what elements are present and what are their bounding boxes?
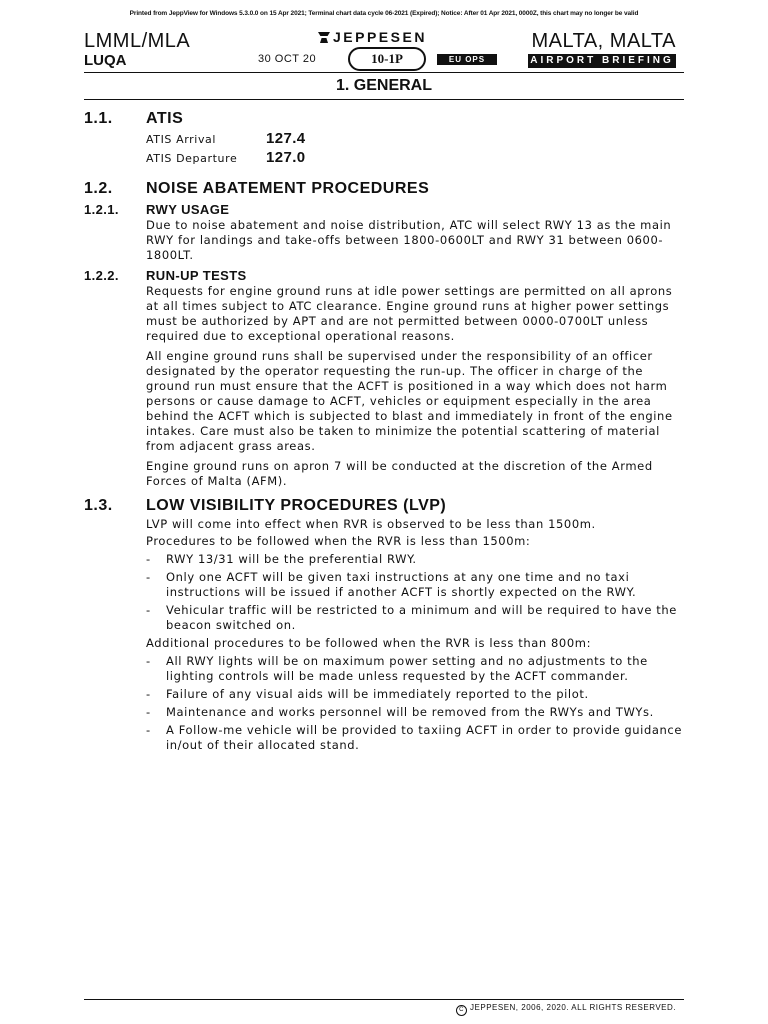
noise-title: NOISE ABATEMENT PROCEDURES bbox=[146, 180, 430, 197]
copyright-icon: C bbox=[456, 1005, 467, 1016]
lvp-list-1500 bbox=[146, 552, 684, 633]
lvp-body bbox=[146, 517, 684, 549]
runup-paragraph: Requests for engine ground runs at idle power settings are permitted on all aprons at all times subject to ATC clearance. Engine ground runs at higher power settings must be authorized by APT and are not permitted between 0000-0700LT unless required due to exceptional operational reasons. bbox=[146, 284, 673, 343]
list-item bbox=[146, 570, 684, 600]
atis-number: 1.1. bbox=[84, 110, 113, 127]
copyright-footer bbox=[456, 1003, 676, 1016]
print-banner: Printed from JeppView for Windows 5.3.0.0 on 15 Apr 2021; Terminal chart data cycle 06-2021 (Expired); Notice: After 01 Apr 2021, 0000Z, this chart may no longer be valid bbox=[129, 10, 639, 17]
section-divider bbox=[84, 99, 684, 100]
list-item bbox=[146, 687, 684, 702]
eu-ops-badge: EU OPS bbox=[437, 54, 497, 65]
atis-heading bbox=[84, 110, 684, 128]
atis-departure-frequency: 127.0 bbox=[266, 149, 306, 166]
rwy-usage-body bbox=[146, 218, 684, 263]
location-title: MALTA, MALTA bbox=[531, 30, 676, 52]
lvp-title: LOW VISIBILITY PROCEDURES (LVP) bbox=[146, 497, 447, 514]
brand-name: JEPPESEN bbox=[333, 29, 427, 45]
jeppesen-logo bbox=[318, 29, 427, 45]
bullet-dash: - bbox=[146, 687, 151, 701]
bullet-dash: - bbox=[146, 723, 151, 737]
lvp-number: 1.3. bbox=[84, 497, 113, 514]
list-item bbox=[146, 654, 684, 684]
bullet-dash: - bbox=[146, 705, 151, 719]
atis-departure-row bbox=[146, 149, 684, 166]
runup-paragraph: All engine ground runs shall be supervised under the responsibility of an officer designated by the operator requesting the run-up. The officer in charge of the ground run must ensure that the ACFT is positioned in a way which does not harm persons or cause damage to ACFT, vehicles or equipment especially in the area behind the ACFT which is subjected to blast and immediately in front of the engine intakes. Care must also be taken to minimize the potential scattering of material from adjacent grass areas. bbox=[146, 349, 673, 453]
chart-page-number: 10-1P bbox=[348, 47, 426, 71]
list-item-text: RWY 13/31 will be the preferential RWY. bbox=[166, 552, 417, 566]
jeppesen-mark-icon bbox=[318, 32, 330, 43]
runup-heading bbox=[84, 268, 684, 283]
header-divider bbox=[84, 72, 684, 73]
list-item bbox=[146, 552, 684, 567]
lvp-heading bbox=[84, 497, 684, 515]
noise-heading bbox=[84, 180, 684, 198]
atis-title: ATIS bbox=[146, 110, 184, 127]
lvp-list-800 bbox=[146, 654, 684, 753]
list-item-text: Only one ACFT will be given taxi instructions at any one time and no taxi instructions will be issued if another ACFT is shortly expected on the RWY. bbox=[166, 570, 637, 599]
copyright-text: JEPPESEN, 2006, 2020. ALL RIGHTS RESERVED. bbox=[470, 1003, 676, 1012]
rwy-usage-heading bbox=[84, 202, 684, 217]
runup-body bbox=[146, 284, 684, 489]
lvp-paragraph: LVP will come into effect when RVR is observed to be less than 1500m. bbox=[146, 517, 596, 531]
bullet-dash: - bbox=[146, 552, 151, 566]
rwy-usage-number: 1.2.1. bbox=[84, 202, 119, 217]
runup-title: RUN-UP TESTS bbox=[146, 268, 247, 283]
list-item-text: Maintenance and works personnel will be removed from the RWYs and TWYs. bbox=[166, 705, 654, 719]
list-item bbox=[146, 603, 684, 633]
atis-arrival-label: ATIS Arrival bbox=[146, 133, 217, 146]
atis-departure-label: ATIS Departure bbox=[146, 152, 238, 165]
rwy-usage-text: Due to noise abatement and noise distribution, ATC will select RWY 13 as the main RWY for landings and take-offs between 1800-0600LT and RWY 31 between 0600-1800LT. bbox=[146, 218, 672, 262]
list-item-text: A Follow-me vehicle will be provided to taxiing ACFT in order to provide guidance in/out of their allocated stand. bbox=[166, 723, 683, 752]
rwy-usage-title: RWY USAGE bbox=[146, 202, 230, 217]
list-item-text: All RWY lights will be on maximum power setting and no adjustments to the lighting controls will be made unless requested by the ACFT commander. bbox=[166, 654, 648, 683]
runup-number: 1.2.2. bbox=[84, 268, 119, 283]
bullet-dash: - bbox=[146, 654, 151, 668]
lvp-paragraph: Additional procedures to be followed when the RVR is less than 800m: bbox=[146, 636, 592, 650]
bullet-dash: - bbox=[146, 570, 151, 584]
footer-divider bbox=[84, 999, 684, 1000]
noise-number: 1.2. bbox=[84, 180, 113, 197]
section-title: 1. GENERAL bbox=[335, 77, 432, 94]
list-item-text: Vehicular traffic will be restricted to a minimum and will be required to have the beacon switched on. bbox=[166, 603, 677, 632]
chart-date: 30 OCT 20 bbox=[258, 53, 317, 65]
airport-briefing-bar: AIRPORT BRIEFING bbox=[528, 54, 676, 68]
atis-arrival-row bbox=[146, 130, 684, 147]
airport-code: LMML/MLA bbox=[84, 30, 191, 52]
runup-paragraph: Engine ground runs on apron 7 will be conducted at the discretion of the Armed Forces of Malta (AFM). bbox=[146, 459, 653, 488]
atis-arrival-frequency: 127.4 bbox=[266, 130, 306, 147]
list-item bbox=[146, 723, 684, 753]
bullet-dash: - bbox=[146, 603, 151, 617]
document-body bbox=[84, 104, 684, 756]
list-item-text: Failure of any visual aids will be immediately reported to the pilot. bbox=[166, 687, 589, 701]
lvp-body-800 bbox=[146, 636, 684, 651]
list-item bbox=[146, 705, 684, 720]
lvp-paragraph: Procedures to be followed when the RVR is less than 1500m: bbox=[146, 534, 531, 548]
airport-name: LUQA bbox=[84, 52, 127, 69]
